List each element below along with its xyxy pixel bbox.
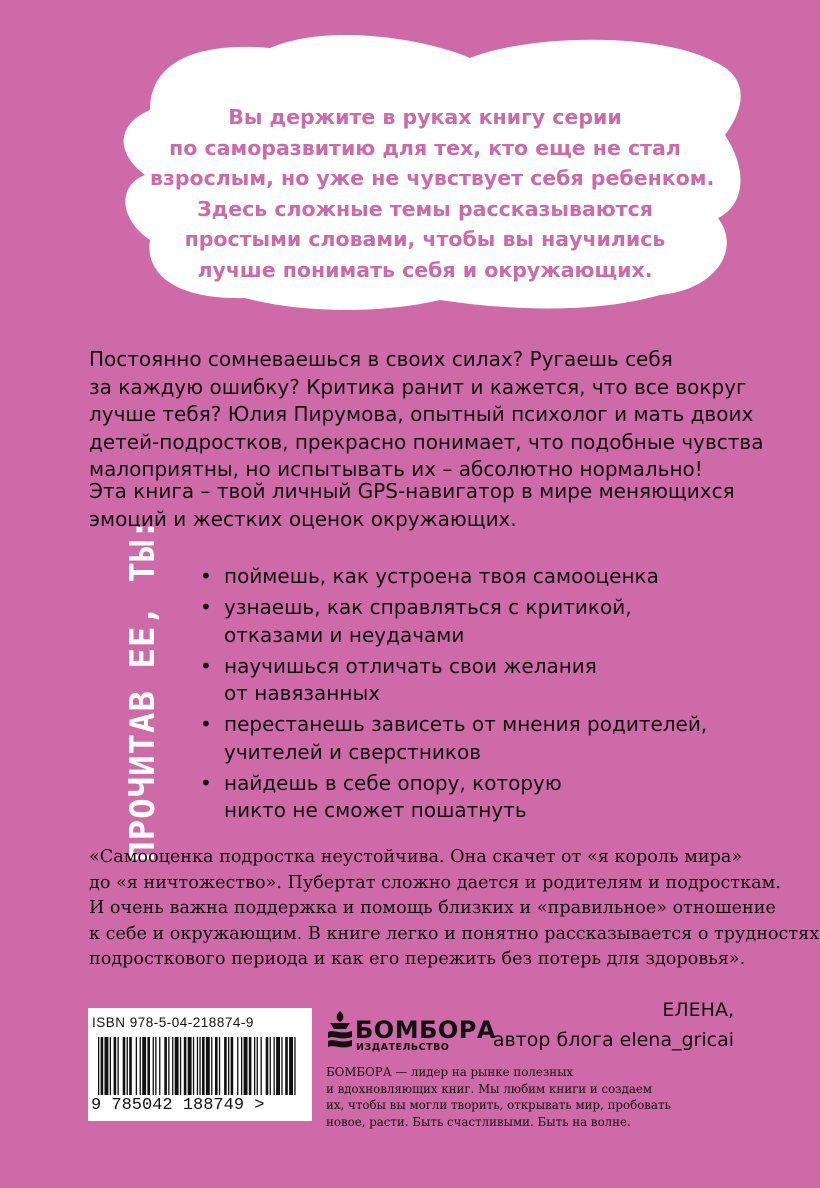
quote-line: подросткового периода и как его пережить без потерь для здоровья». [89, 949, 746, 969]
intro-line: Вы держите в руках книгу серии [228, 105, 622, 129]
list-item: • поймешь, как устроена твоя самооценка [200, 563, 760, 591]
text-line: детей-подростков, прекрасно понимает, что подобные чувства [89, 429, 764, 454]
intro-line: по саморазвитию для тех, кто еще не стал [169, 135, 681, 160]
bullet-icon: • [200, 653, 212, 678]
signature-role: автор блога elena_gricai [492, 1029, 734, 1051]
bullet-icon: • [200, 564, 212, 588]
text-line: Постоянно сомневаешься в своих силах? Ругаешь себя [89, 347, 673, 371]
text-line: малоприятны, но испытывать их – абсолютно нормально! [89, 457, 703, 481]
intro-line: взрослым, но уже не чувствует себя ребенком. [150, 166, 715, 190]
isbn-label: ISBN 978-5-04-218874-9 [92, 1015, 254, 1030]
intro-line: лучше понимать себя и окружающих. [197, 257, 653, 282]
benefits-list [200, 563, 760, 828]
bullet-icon: • [200, 770, 212, 795]
vertical-heading: ПРОЧИТАВ ЕЕ, ТЫ: [123, 518, 163, 862]
text-line: Эта книга – твой личный GPS-навигатор в мире меняющихся [89, 479, 735, 503]
quote-line: И очень важна поддержка и помощь близких и «правильное» отношение [89, 898, 776, 918]
intro-line: простыми словами, чтобы вы научились [184, 227, 666, 251]
text-line: лучше тебя? Юлия Пирумова, опытный психолог и мать двоих [89, 402, 754, 426]
intro-text [150, 102, 715, 285]
list-item: • перестанешь зависеть от мнения родителей, учителей и сверстников [200, 712, 708, 764]
quote-line: до «я ничтожество». Пубертат сложно дается и родителям и подросткам. [89, 872, 781, 893]
intro-line: Здесь сложные темы рассказываются [197, 196, 653, 221]
publisher-description [326, 1064, 676, 1130]
publisher-logo-subtitle: ИЗДАТЕЛЬСТВО [356, 1042, 450, 1053]
barcode-bars [98, 1037, 302, 1097]
bombora-logo-icon [326, 1009, 354, 1051]
publisher-line: их, чтобы вы могли творить, открывать мир, пробовать [326, 1098, 671, 1112]
bullet-icon: • [200, 595, 212, 619]
list-item: • найдешь в себе опору, которую никто не сможет пошатнуть [200, 770, 562, 822]
list-item: • узнаешь, как справляться с критикой, отказами и неудачами [200, 595, 632, 647]
quote-line: «Самооценка подростка неустойчива. Она скачет от «я король мира» [89, 847, 743, 867]
description-paragraph [89, 346, 764, 484]
barcode [88, 1008, 312, 1121]
quote-signature [493, 995, 734, 1055]
publisher-logo-name: БОМБОРА [355, 1016, 496, 1044]
gps-paragraph [89, 478, 749, 533]
barcode-digits: 9 785042 188749 > [91, 1096, 265, 1115]
publisher-line: БОМБОРА — лидер на рынке полезных [326, 1065, 574, 1079]
publisher-line: и вдохновляющих книг. Мы любим книги и создаем [326, 1081, 653, 1096]
text-line: эмоций и жестких оценок окружающих. [89, 506, 517, 531]
review-quote [89, 845, 820, 973]
quote-line: к себе и окружающим. В книге легко и понятно рассказывается о трудностях [89, 923, 820, 944]
signature-name: ЕЛЕНА, [662, 999, 734, 1021]
list-item: • научишься отличать свои желания от навязанных [200, 653, 597, 705]
bullet-icon: • [200, 712, 212, 736]
text-line: за каждую ошибку? Критика ранит и кажется, что все вокруг [89, 374, 747, 399]
publisher-line: новое, расти. Быть счастливыми. Быть на волне. [326, 1114, 631, 1129]
